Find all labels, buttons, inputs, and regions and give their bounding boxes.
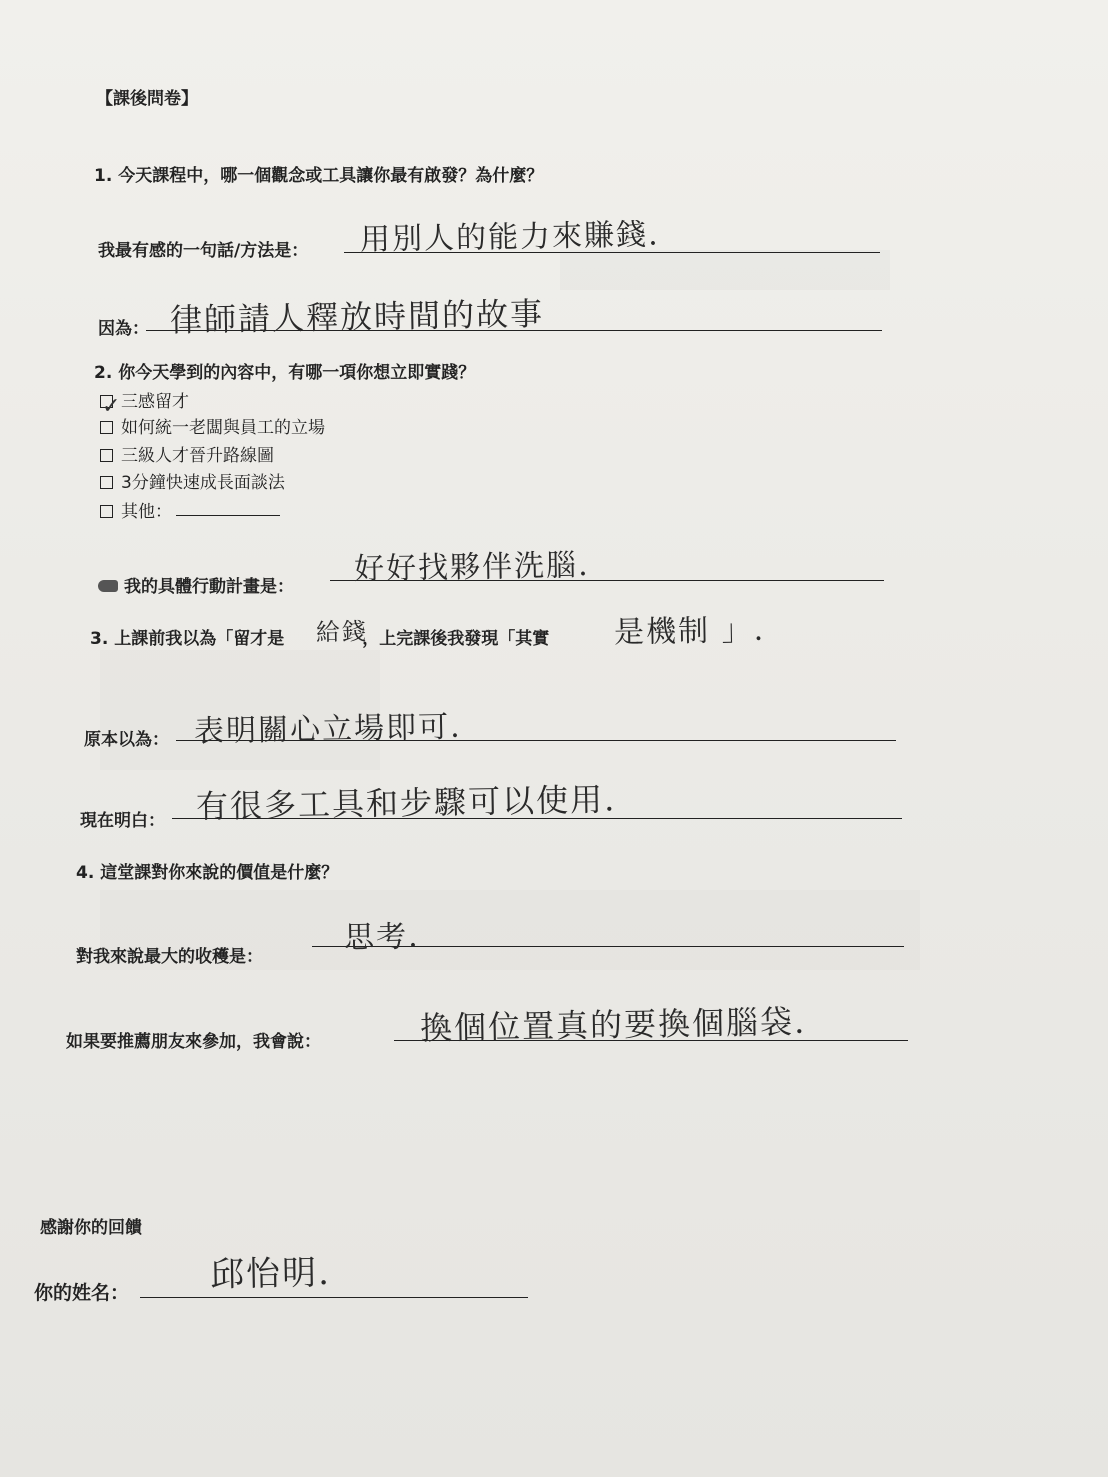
thanks-text: 感謝你的回饋 xyxy=(40,1218,142,1238)
q2-option-4: 3分鐘快速成長面談法 xyxy=(100,468,285,493)
pointing-hand-icon xyxy=(98,580,118,592)
q2-option-3: 三級人才晉升路線圖 xyxy=(100,441,274,466)
question-4: 4. 這堂課對你來說的價值是什麼？ xyxy=(76,863,339,883)
q3-before-word: 給錢 xyxy=(315,617,369,647)
question-1: 1. 今天課程中，哪一個觀念或工具讓你最有啟發？為什麼？ xyxy=(94,166,544,186)
checkbox-icon xyxy=(100,449,113,462)
q4-gain-label: 對我來說最大的收穫是： xyxy=(76,947,263,967)
form-title: 【課後問卷】 xyxy=(96,89,198,109)
checkbox-icon xyxy=(100,476,113,489)
q4-gain-answer: 思考. xyxy=(343,919,420,956)
q4-recommend-answer: 換個位置真的要換個腦袋. xyxy=(419,1002,807,1048)
q3-after-word: 是機制 」. xyxy=(613,612,766,651)
q2-option-5: 其他： xyxy=(100,497,172,522)
q1-reason-answer: 律師請人釋放時間的故事 xyxy=(169,294,545,340)
q4-recommend-label: 如果要推薦朋友來參加，我會說： xyxy=(66,1032,321,1052)
q1-reason-label: 因為： xyxy=(98,319,149,339)
q3-originally-label: 原本以為： xyxy=(84,730,169,750)
q2-plan-answer: 好好找夥伴洗腦. xyxy=(353,547,590,588)
bleed-through-shadow xyxy=(560,250,890,290)
name-label: 你的姓名： xyxy=(34,1282,130,1304)
q2-option-2: 如何統一老闆與員工的立場 xyxy=(100,413,325,438)
question-2: 2. 你今天學到的內容中，有哪一項你想立即實踐？ xyxy=(94,363,476,383)
name-answer: 邱怡明. xyxy=(209,1252,332,1296)
question-3: 3. 上課前我以為「留才是 ，上完課後我發現「其實 xyxy=(90,629,550,649)
checkbox-icon xyxy=(100,421,113,434)
q1-phrase-answer: 用別人的能力來賺錢. xyxy=(359,217,660,258)
q3-originally-answer: 表明關心立場即可. xyxy=(193,709,462,750)
checkbox-icon xyxy=(100,505,113,518)
q3-now-answer: 有很多工具和步驟可以使用. xyxy=(195,780,617,826)
q2-plan-label: 我的具體行動計畫是： xyxy=(98,572,294,597)
q1-phrase-label: 我最有感的一句話/方法是： xyxy=(98,241,309,261)
checkmark-icon: ✓ xyxy=(102,394,121,419)
q2-option-1: 三感留才 xyxy=(100,387,189,412)
name-line xyxy=(140,1297,528,1298)
q3-now-label: 現在明白： xyxy=(80,811,165,831)
q2-other-line xyxy=(176,515,280,516)
